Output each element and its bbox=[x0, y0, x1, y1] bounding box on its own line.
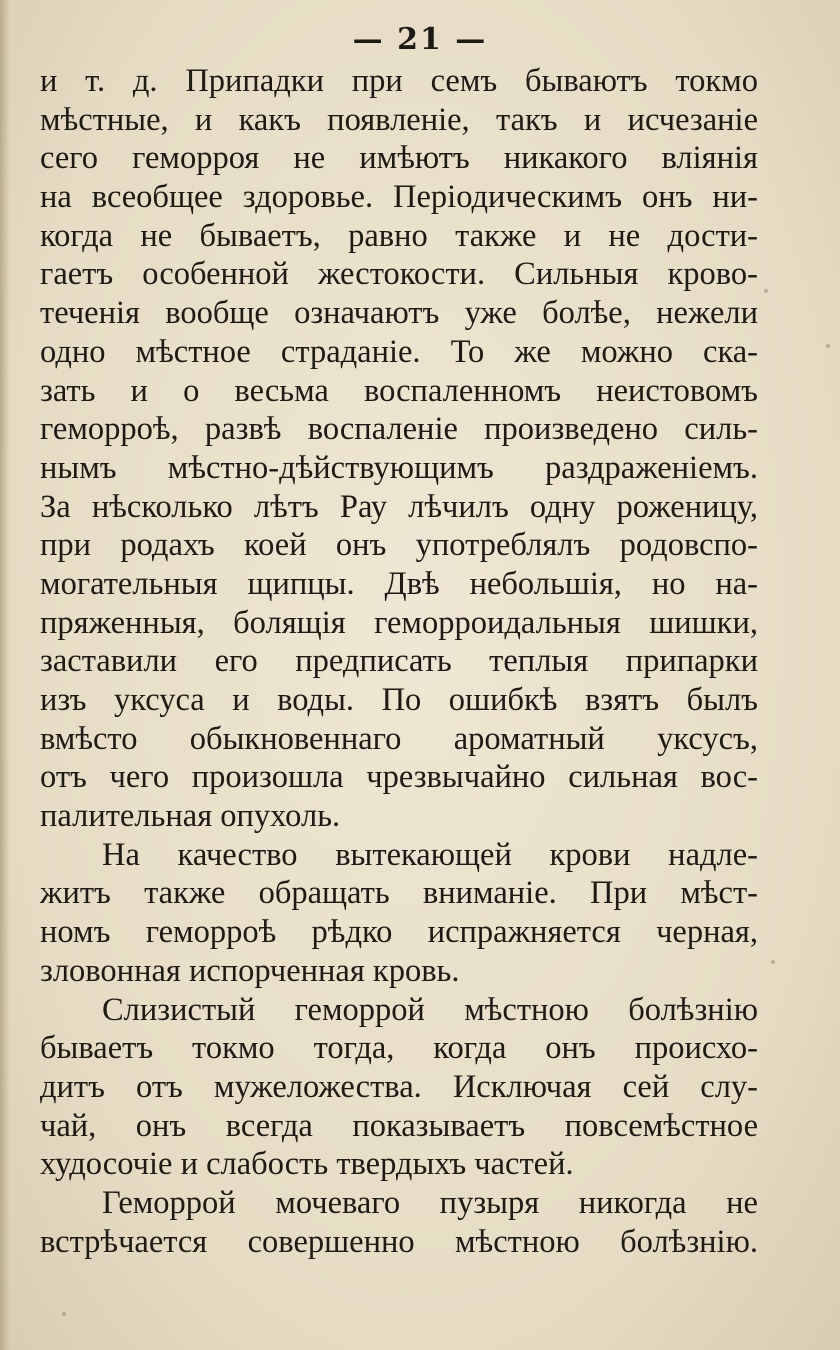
text-line: одно мѣстное страданіе. То же можно ска- bbox=[40, 333, 758, 370]
text-line: вмѣсто обыкновеннаго ароматный уксусъ, bbox=[40, 720, 758, 757]
paper-speck bbox=[771, 960, 775, 964]
paper-speck bbox=[764, 289, 768, 293]
text-line: отъ чего произошла чрезвычайно сильная вос- bbox=[40, 759, 758, 796]
paper-speck bbox=[62, 1312, 66, 1316]
text-line: номъ геморроѣ рѣдко испражняется черная, bbox=[40, 914, 758, 951]
text-line: зловонная испорченная кровь. bbox=[40, 952, 460, 989]
page-binding-shadow bbox=[0, 0, 10, 1350]
text-line: пряженныя, болящія геморроидальныя шишки, bbox=[40, 604, 758, 641]
text-line: палительная опухоль. bbox=[40, 798, 341, 835]
text-line: Слизистый геморрой мѣстною болѣзнію bbox=[102, 991, 758, 1028]
text-line: сего геморроя не имѣютъ никакого вліянія bbox=[40, 140, 758, 177]
page-number: — 21 — bbox=[352, 22, 488, 57]
text-line: на всеобщее здоровье. Періодическимъ онъ ни- bbox=[40, 179, 758, 216]
text-line: могательныя щипцы. Двѣ небольшія, но на- bbox=[40, 565, 758, 602]
text-line: житъ также обращать вниманіе. При мѣст- bbox=[40, 875, 758, 912]
text-line: изъ уксуса и воды. По ошибкѣ взятъ былъ bbox=[40, 682, 758, 718]
text-line: мѣстные, и какъ появленіе, такъ и исчезаніе bbox=[40, 101, 758, 138]
text-line: при родахъ коей онъ употреблялъ родовспо- bbox=[40, 527, 758, 564]
text-line: чай, онъ всегда показываетъ повсемѣстное bbox=[40, 1107, 758, 1144]
text-line: Геморрой мочеваго пузыря никогда не bbox=[102, 1184, 758, 1221]
text-line: худосочіе и слабость твердыхъ частей. bbox=[40, 1146, 574, 1183]
text-line: гаетъ особенной жестокости. Сильныя крово- bbox=[40, 256, 758, 293]
text-line: За нѣсколько лѣтъ Рау лѣчилъ одну роженицу, bbox=[40, 488, 758, 525]
body-text bbox=[40, 62, 758, 1261]
text-line: дитъ отъ мужеложества. Исключая сей слу- bbox=[40, 1068, 758, 1105]
text-line: геморроѣ, развѣ воспаленіе произведено силь- bbox=[40, 411, 758, 448]
text-line: заставили его предписать теплыя припарки bbox=[40, 643, 758, 680]
text-line: теченія вообще означаютъ уже болѣе, нежели bbox=[40, 295, 758, 332]
text-line: зать и о весьма воспаленномъ неистовомъ bbox=[40, 372, 758, 409]
text-line: и т. д. Припадки при семъ бываютъ токмо bbox=[40, 63, 758, 99]
text-line: бываетъ токмо тогда, когда онъ происхо- bbox=[40, 1030, 758, 1067]
paper-speck bbox=[826, 344, 830, 348]
text-line: встрѣчается совершенно мѣстною болѣзнію. bbox=[40, 1223, 758, 1260]
text-line: когда не бываетъ, равно также и не дости- bbox=[40, 217, 758, 254]
text-line: На качество вытекающей крови надле- bbox=[102, 836, 758, 873]
text-line: нымъ мѣстно-дѣйствующимъ раздраженіемъ. bbox=[40, 449, 758, 486]
